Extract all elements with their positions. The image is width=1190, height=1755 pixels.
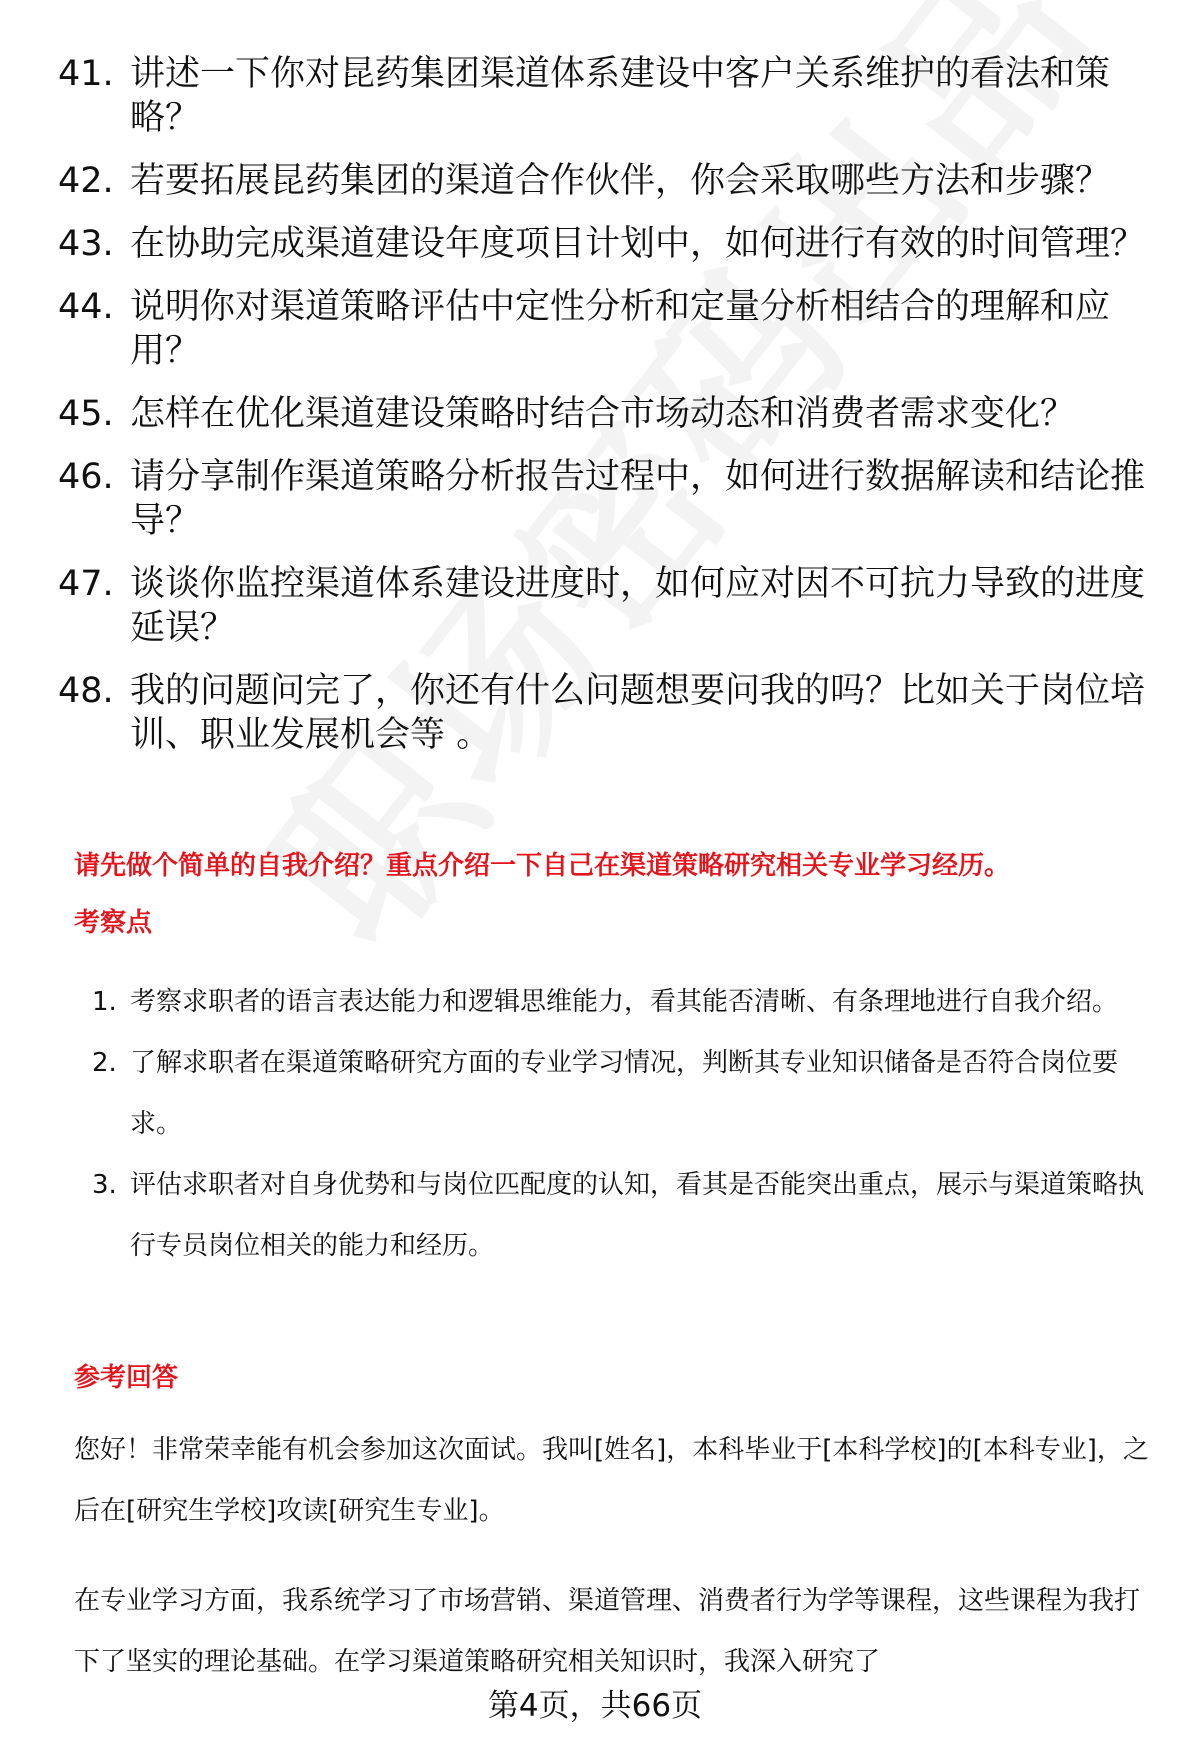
question-number: 41. <box>58 54 114 94</box>
section-question-heading: 请先做个简单的自我介绍？重点介绍一下自己在渠道策略研究相关专业学习经历。 <box>74 851 1011 881</box>
list-item <box>58 562 1148 650</box>
question-text: 怎样在优化渠道建设策略时结合市场动态和消费者需求变化？ <box>130 394 1076 434</box>
point-text: 了解求职者在渠道策略研究方面的专业学习情况，判断其专业知识储备是否符合岗位要求。 <box>130 1048 1119 1139</box>
list-item <box>58 392 1148 436</box>
point-number: 3. <box>92 1170 117 1200</box>
list-item <box>74 972 1154 1033</box>
question-number: 43. <box>58 224 114 264</box>
list-item <box>58 222 1148 266</box>
page-footer: 第4页，共66页 <box>487 1688 703 1724</box>
question-text: 说明你对渠道策略评估中定性分析和定量分析相结合的理解和应用？ <box>130 287 1111 371</box>
point-number: 1. <box>92 987 117 1017</box>
list-item <box>58 669 1148 757</box>
question-text: 我的问题问完了，你还有什么问题想要问我的吗？比如关于岗位培训、职业发展机会等 。 <box>130 671 1146 755</box>
question-text: 讲述一下你对昆药集团渠道体系建设中客户关系维护的看法和策略？ <box>130 54 1111 138</box>
list-item <box>58 159 1148 203</box>
points-label: 考察点 <box>74 908 153 938</box>
answer-paragraph-2: 在专业学习方面，我系统学习了市场营销、渠道管理、消费者行为学等课程，这些课程为我打下了坚实的理论基础。在学习渠道策略研究相关知识时，我深入研究了 <box>74 1586 1141 1677</box>
question-list <box>58 52 1148 776</box>
question-number: 46. <box>58 457 114 497</box>
point-text: 考察求职者的语言表达能力和逻辑思维能力，看其能否清晰、有条理地进行自我介绍。 <box>130 987 1119 1017</box>
question-text: 谈谈你监控渠道体系建设进度时，如何应对因不可抗力导致的进度延误？ <box>130 564 1146 648</box>
question-text: 请分享制作渠道策略分析报告过程中，如何进行数据解读和结论推导？ <box>130 457 1146 541</box>
question-number: 42. <box>58 161 114 201</box>
list-item <box>58 52 1148 140</box>
question-text: 若要拓展昆药集团的渠道合作伙伴，你会采取哪些方法和步骤？ <box>130 161 1111 201</box>
question-number: 48. <box>58 671 114 711</box>
point-number: 2. <box>92 1048 117 1078</box>
question-number: 44. <box>58 287 114 327</box>
question-number: 47. <box>58 564 114 604</box>
answer-label: 参考回答 <box>74 1363 179 1393</box>
question-text: 在协助完成渠道建设年度项目计划中，如何进行有效的时间管理？ <box>130 224 1146 264</box>
point-text: 评估求职者对自身优势和与岗位匹配度的认知，看其是否能突出重点，展示与渠道策略执行专员岗位相关的能力和经历。 <box>130 1170 1145 1261</box>
answer-paragraph-1: 您好！非常荣幸能有机会参加这次面试。我叫[姓名]，本科毕业于[本科学校]的[本科专业]，之后在[研究生学校]攻读[研究生专业]。 <box>74 1435 1149 1526</box>
list-item <box>74 1033 1154 1155</box>
list-item <box>58 455 1148 543</box>
list-item <box>74 1155 1154 1277</box>
question-number: 45. <box>58 394 114 434</box>
points-list <box>74 972 1154 1277</box>
list-item <box>58 285 1148 373</box>
